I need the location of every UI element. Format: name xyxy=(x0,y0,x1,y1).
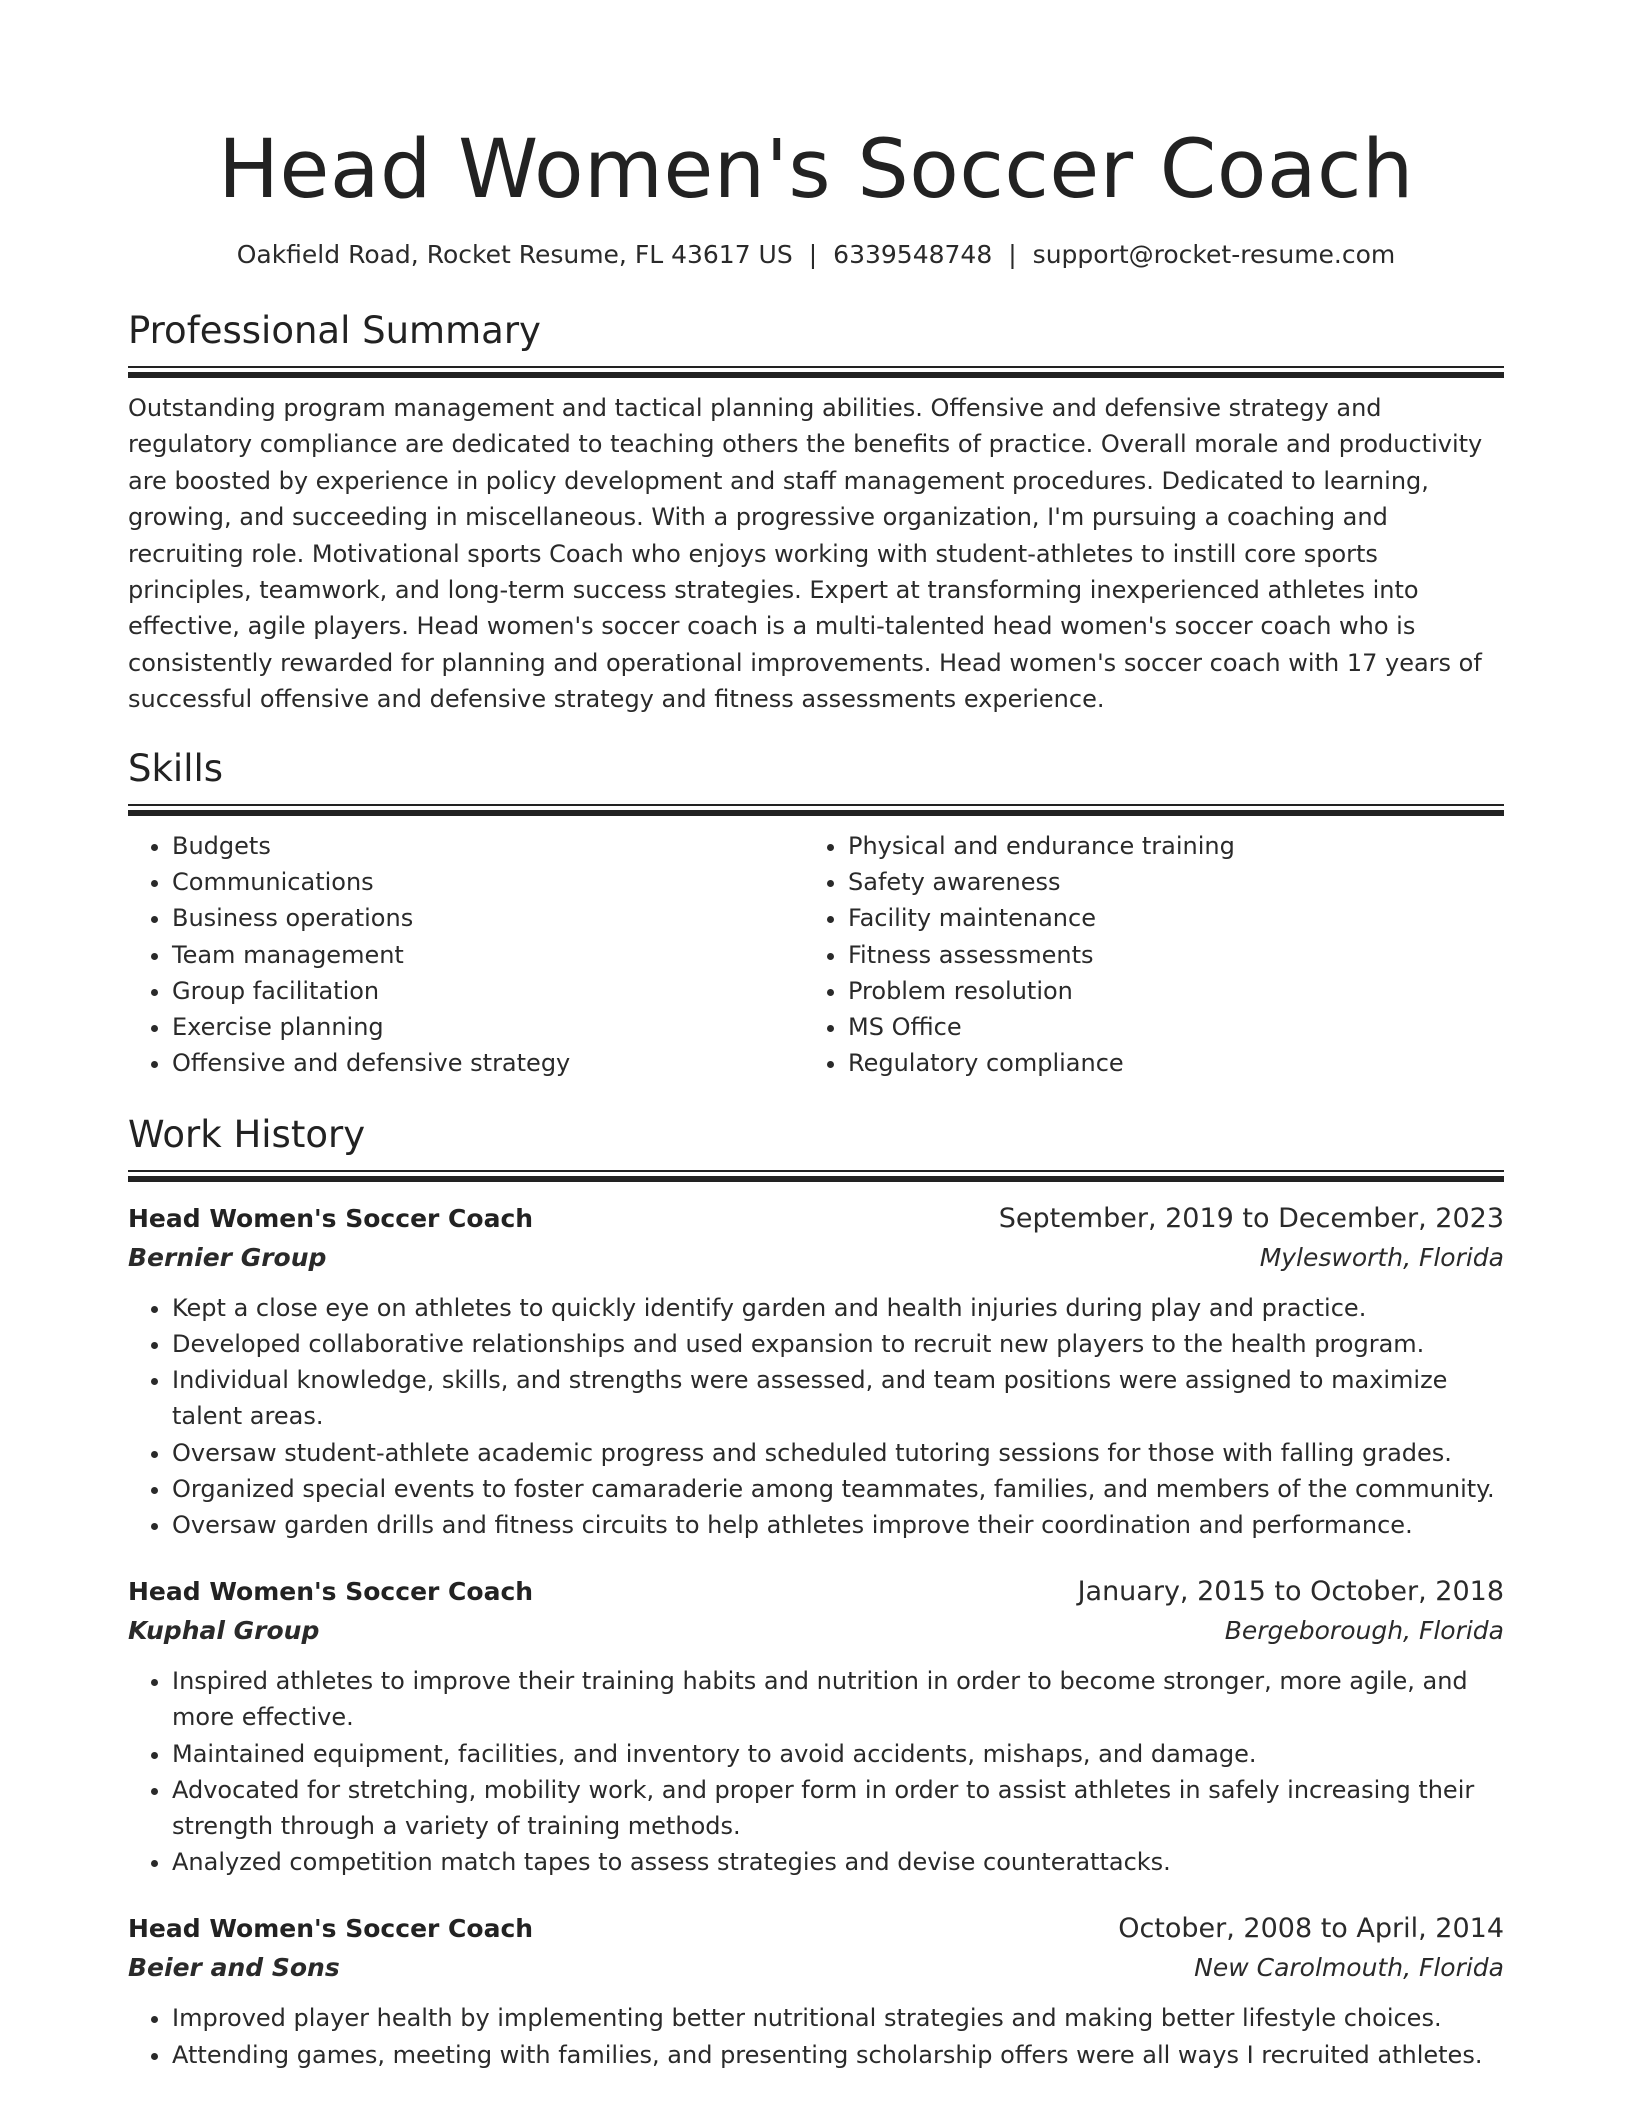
job-location: Bergeborough, Florida xyxy=(1224,1616,1504,1646)
job-bullet: • Oversaw garden drills and fitness circuits to help athletes improve their coordination and performance. xyxy=(172,1507,1504,1543)
job-title: Head Women's Soccer Coach xyxy=(128,1203,534,1233)
job-bullet: • Improved player health by implementing better nutritional strategies and making better lifestyle choices. xyxy=(172,2000,1504,2036)
skills-columns xyxy=(128,828,1504,1082)
job-entry xyxy=(128,1910,1504,2072)
job-bullets xyxy=(128,1663,1504,1880)
job-entry xyxy=(128,1200,1504,1543)
job-title: Head Women's Soccer Coach xyxy=(128,1914,534,1944)
job-entry xyxy=(128,1573,1504,1880)
skill-item: • Communications xyxy=(172,864,804,900)
job-dates: September, 2019 to December, 2023 xyxy=(998,1202,1504,1234)
job-dates: January, 2015 to October, 2018 xyxy=(1077,1576,1504,1608)
skill-item: • Business operations xyxy=(172,900,804,936)
skills-column-left xyxy=(128,828,804,1082)
job-bullet: • Maintained equipment, facilities, and inventory to avoid accidents, mishaps, and damage. xyxy=(172,1736,1504,1772)
job-bullet: • Oversaw student-athlete academic progress and scheduled tutoring sessions for those with falling grades. xyxy=(172,1435,1504,1471)
skill-item: • Facility maintenance xyxy=(848,900,1480,936)
contact-address: Oakfield Road, Rocket Resume, FL 43617 US xyxy=(236,240,793,269)
job-header-row xyxy=(128,1573,1504,1611)
job-company: Bernier Group xyxy=(128,1242,327,1272)
job-bullets xyxy=(128,1290,1504,1543)
section-divider xyxy=(128,366,1504,378)
resume-page xyxy=(128,0,1504,2073)
contact-separator: | xyxy=(808,240,818,269)
skill-item: • Exercise planning xyxy=(172,1009,804,1045)
contact-email: support@rocket-resume.com xyxy=(1032,240,1396,269)
job-company-row xyxy=(128,1238,1504,1278)
job-dates: October, 2008 to April, 2014 xyxy=(1118,1913,1504,1945)
skill-item: • Problem resolution xyxy=(848,973,1480,1009)
skill-item: • Offensive and defensive strategy xyxy=(172,1045,804,1081)
work-history-section xyxy=(128,1112,1504,2073)
section-divider xyxy=(128,804,1504,816)
job-location: Mylesworth, Florida xyxy=(1259,1242,1504,1272)
job-company-row xyxy=(128,1948,1504,1988)
professional-summary-section xyxy=(128,308,1504,718)
job-company: Beier and Sons xyxy=(128,1953,340,1983)
summary-text: Outstanding program management and tactical planning abilities. Offensive and defensive strategy and regulatory compliance are dedicated to teaching others the benefits of practice. Overall morale and productivity are boosted by experience in policy development and staff management procedures. Dedicated to learning, growing, and succeeding in miscellaneous. With a progressive organization, I'm pursuing a coaching and recruiting role. Motivational sports Coach who enjoys working with student-athletes to instill core sports principles, teamwork, and long-term success strategies. Expert at transforming inexperienced athletes into effective, agile players. Head women's soccer coach is a multi-talented head women's soccer coach who is consistently rewarded for planning and operational improvements. Head women's soccer coach with 17 years of successful offensive and defensive strategy and fitness assessments experience. xyxy=(128,394,1483,714)
job-title: Head Women's Soccer Coach xyxy=(128,1577,534,1607)
job-bullet: • Developed collaborative relationships and used expansion to recruit new players to the health program. xyxy=(172,1326,1504,1362)
job-location: New Carolmouth, Florida xyxy=(1194,1953,1504,1983)
job-bullets xyxy=(128,2000,1504,2072)
skills-section xyxy=(128,746,1504,1082)
skill-item: • Regulatory compliance xyxy=(848,1045,1480,1081)
job-bullet: • Advocated for stretching, mobility work, and proper form in order to assist athletes in safely increasing their strength through a variety of training methods. xyxy=(172,1772,1504,1844)
contact-line xyxy=(128,238,1504,272)
contact-separator: | xyxy=(1008,240,1017,269)
job-company-row xyxy=(128,1611,1504,1651)
job-bullet: • Attending games, meeting with families, and presenting scholarship offers were all ways I recruited athletes. xyxy=(172,2037,1504,2073)
skill-item: • Group facilitation xyxy=(172,973,804,1009)
job-bullet: • Individual knowledge, skills, and strengths were assessed, and team positions were assigned to maximize talent areas. xyxy=(172,1362,1504,1434)
skill-item: • MS Office xyxy=(848,1009,1480,1045)
job-bullet: • Organized special events to foster camaraderie among teammates, families, and members of the community. xyxy=(172,1471,1504,1507)
job-company: Kuphal Group xyxy=(128,1616,320,1646)
section-divider xyxy=(128,1170,1504,1182)
skill-item: • Physical and endurance training xyxy=(848,828,1480,864)
skill-item: • Safety awareness xyxy=(848,864,1480,900)
job-bullet: • Analyzed competition match tapes to assess strategies and devise counterattacks. xyxy=(172,1844,1504,1880)
candidate-name: Head Women's Soccer Coach xyxy=(218,123,1414,217)
section-title-work: Work History xyxy=(128,1112,366,1156)
job-header-row xyxy=(128,1200,1504,1238)
job-header-row xyxy=(128,1910,1504,1948)
skill-item: • Fitness assessments xyxy=(848,937,1480,973)
skill-item: • Team management xyxy=(172,937,804,973)
section-title-skills: Skills xyxy=(128,746,224,790)
contact-phone: 6339548748 xyxy=(833,240,993,269)
section-title-summary: Professional Summary xyxy=(128,309,541,352)
job-bullet: • Kept a close eye on athletes to quickly identify garden and health injuries during play and practice. xyxy=(172,1290,1504,1326)
job-bullet: • Inspired athletes to improve their training habits and nutrition in order to become stronger, more agile, and more effective. xyxy=(172,1663,1504,1735)
skills-column-right xyxy=(804,828,1480,1082)
skill-item: • Budgets xyxy=(172,828,804,864)
